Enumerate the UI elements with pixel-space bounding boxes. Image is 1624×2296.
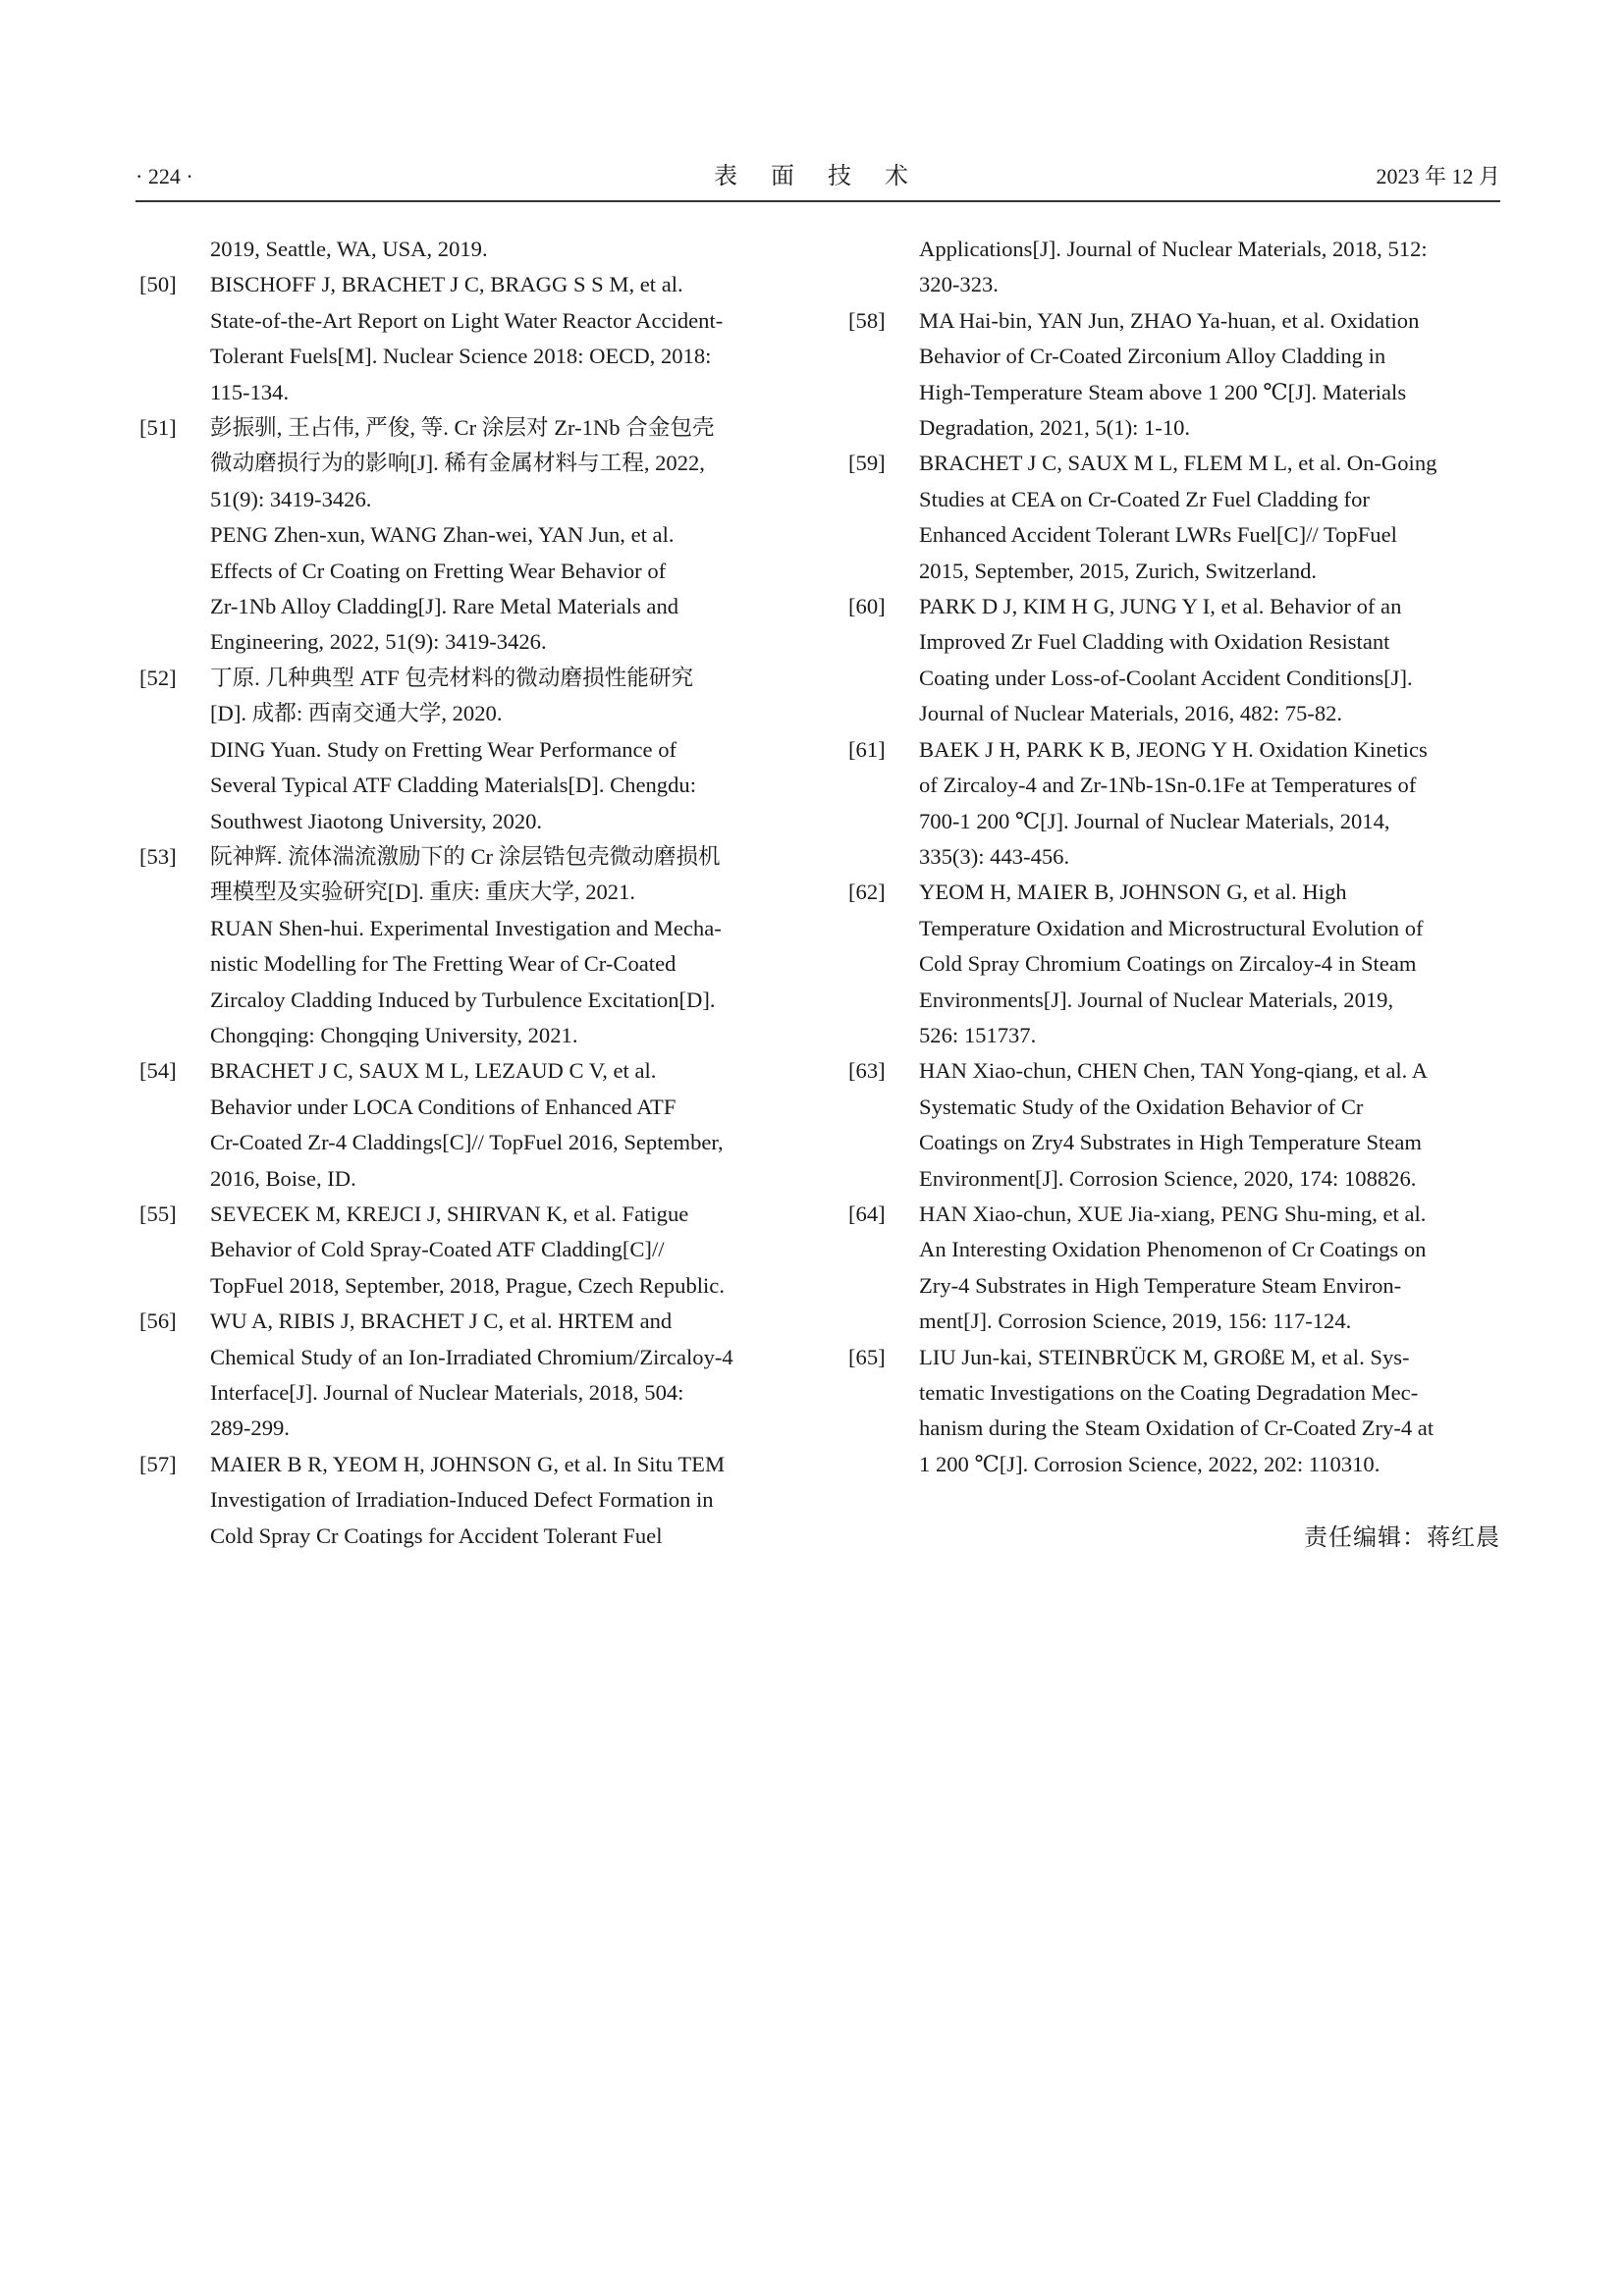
reference-line: Cr-Coated Zr-4 Claddings[C]// TopFuel 2016, September, <box>210 1130 724 1155</box>
reference-number: [60] <box>848 594 886 619</box>
reference-line: 526: 151737. <box>919 1022 1037 1047</box>
reference-line: Zircaloy Cladding Induced by Turbulence Excitation[D]. <box>210 987 716 1012</box>
reference-entry <box>844 732 1494 876</box>
reference-line: 335(3): 443-456. <box>919 843 1070 869</box>
reference-entry <box>844 1053 1494 1197</box>
reference-number: [54] <box>139 1058 177 1084</box>
reference-number: [50] <box>139 272 177 297</box>
reference-line: HAN Xiao-chun, XUE Jia-xiang, PENG Shu-ming, et al. <box>919 1201 1427 1226</box>
reference-line: 丁原. 几种典型 ATF 包壳材料的微动磨损性能研究 <box>210 665 694 690</box>
reference-line: BISCHOFF J, BRACHET J C, BRAGG S S M, et al. <box>210 272 683 297</box>
reference-number: [63] <box>848 1058 886 1084</box>
running-header <box>135 157 1500 196</box>
reference-line: Systematic Study of the Oxidation Behavior of Cr <box>919 1094 1364 1119</box>
reference-line: MA Hai-bin, YAN Jun, ZHAO Ya-huan, et al. Oxidation <box>919 307 1420 333</box>
reference-line: WU A, RIBIS J, BRACHET J C, et al. HRTEM and <box>210 1308 673 1334</box>
reference-entry <box>844 589 1494 732</box>
reference-line: Environments[J]. Journal of Nuclear Materials, 2019, <box>919 987 1394 1012</box>
reference-entry <box>135 661 785 839</box>
reference-line: Chongqing: Chongqing University, 2021. <box>210 1022 578 1047</box>
reference-line: Interface[J]. Journal of Nuclear Materials, 2018, 504: <box>210 1380 684 1405</box>
reference-line: Behavior of Cold Spray-Coated ATF Cladding[C]// <box>210 1237 665 1262</box>
reference-line: Southwest Jiaotong University, 2020. <box>210 808 543 833</box>
reference-line: Behavior under LOCA Conditions of Enhanced ATF <box>210 1094 677 1119</box>
reference-line: 115-134. <box>210 379 290 404</box>
reference-entry <box>135 1447 785 1554</box>
reference-line: 700-1 200 ℃[J]. Journal of Nuclear Materials, 2014, <box>919 808 1390 833</box>
reference-line: 理模型及实验研究[D]. 重庆: 重庆大学, 2021. <box>210 880 636 905</box>
reference-line: Coating under Loss-of-Coolant Accident Conditions[J]. <box>919 665 1413 690</box>
reference-line: 2015, September, 2015, Zurich, Switzerland. <box>919 558 1318 583</box>
reference-line: Degradation, 2021, 5(1): 1-10. <box>919 415 1191 441</box>
reference-line: Cold Spray Chromium Coatings on Zircaloy-4 in Steam <box>919 951 1417 977</box>
reference-line: Zry-4 Substrates in High Temperature Steam Environ- <box>919 1272 1402 1298</box>
reference-line: SEVECEK M, KREJCI J, SHIRVAN K, et al. Fatigue <box>210 1201 689 1226</box>
header-rule <box>135 200 1500 202</box>
reference-line: Enhanced Accident Tolerant LWRs Fuel[C]// TopFuel <box>919 522 1397 548</box>
reference-line: hanism during the Steam Oxidation of Cr-Coated Zry-4 at <box>919 1415 1435 1441</box>
reference-number: [65] <box>848 1344 886 1369</box>
reference-line: Cold Spray Cr Coatings for Accident Tolerant Fuel <box>210 1522 663 1548</box>
reference-line: Coatings on Zry4 Substrates in High Temperature Steam <box>919 1130 1422 1155</box>
reference-line: 320-323. <box>919 272 999 297</box>
reference-number: [61] <box>848 736 886 762</box>
reference-line: High-Temperature Steam above 1 200 ℃[J]. Materials <box>919 379 1407 404</box>
reference-line: ment[J]. Corrosion Science, 2019, 156: 117-124. <box>919 1308 1352 1334</box>
reference-entry <box>844 303 1494 447</box>
reference-line: of Zircaloy-4 and Zr-1Nb-1Sn-0.1Fe at Temperatures of <box>919 773 1417 798</box>
reference-line: 微动磨损行为的影响[J]. 稀有金属材料与工程, 2022, <box>210 451 705 476</box>
reference-line: 彭振驯, 王占伟, 严俊, 等. Cr 涂层对 Zr-1Nb 合金包壳 <box>210 415 715 441</box>
reference-number: [58] <box>848 307 886 333</box>
page-number: · 224 · <box>135 164 193 188</box>
reference-line: Studies at CEA on Cr-Coated Zr Fuel Cladding for <box>919 486 1370 511</box>
reference-line: Tolerant Fuels[M]. Nuclear Science 2018: OECD, 2018: <box>210 344 712 369</box>
reference-entry <box>135 232 785 267</box>
reference-line: Behavior of Cr-Coated Zirconium Alloy Cladding in <box>919 344 1386 369</box>
journal-title: 表 面 技 术 <box>714 164 922 189</box>
issue-date: 2023 年 12 月 <box>1376 164 1500 188</box>
reference-entry <box>135 1304 785 1447</box>
reference-line: Applications[J]. Journal of Nuclear Materials, 2018, 512: <box>919 237 1428 261</box>
reference-number: [64] <box>848 1201 886 1226</box>
reference-line: 1 200 ℃[J]. Corrosion Science, 2022, 202: 110310. <box>919 1451 1380 1476</box>
reference-line: PENG Zhen-xun, WANG Zhan-wei, YAN Jun, et al. <box>210 522 675 548</box>
reference-line: MAIER B R, YEOM H, JOHNSON G, et al. In Situ TEM <box>210 1451 726 1476</box>
reference-line: 51(9): 3419-3426. <box>210 486 372 511</box>
reference-line: BRACHET J C, SAUX M L, LEZAUD C V, et al. <box>210 1058 657 1084</box>
reference-entry <box>844 1340 1494 1483</box>
reference-line: Investigation of Irradiation-Induced Defect Formation in <box>210 1487 714 1513</box>
reference-line: An Interesting Oxidation Phenomenon of Cr Coatings on <box>919 1237 1427 1262</box>
reference-line: 2016, Boise, ID. <box>210 1165 356 1191</box>
reference-line: Zr-1Nb Alloy Cladding[J]. Rare Metal Materials and <box>210 594 679 619</box>
reference-number: [56] <box>139 1308 177 1334</box>
reference-line: 阮神辉. 流体湍流激励下的 Cr 涂层锆包壳微动磨损机 <box>210 843 721 869</box>
reference-line: Several Typical ATF Cladding Materials[D]. Chengdu: <box>210 773 696 798</box>
reference-number: [53] <box>139 843 177 869</box>
reference-line: RUAN Shen-hui. Experimental Investigation and Mecha- <box>210 915 722 940</box>
reference-line: Effects of Cr Coating on Fretting Wear Behavior of <box>210 558 667 583</box>
reference-entry <box>135 410 785 661</box>
reference-line: BAEK J H, PARK K B, JEONG Y H. Oxidation Kinetics <box>919 736 1428 762</box>
reference-line: Chemical Study of an Ion-Irradiated Chromium/Zircaloy-4 <box>210 1344 733 1369</box>
reference-line: 289-299. <box>210 1415 290 1441</box>
reference-line: 2019, Seattle, WA, USA, 2019. <box>210 237 488 261</box>
reference-number: [57] <box>139 1451 177 1476</box>
reference-entry <box>844 232 1494 303</box>
reference-number: [59] <box>848 451 886 476</box>
reference-entry <box>135 1197 785 1304</box>
reference-line: Journal of Nuclear Materials, 2016, 482: 75-82. <box>919 701 1343 726</box>
editor-note: 责任编辑：蒋红晨 <box>1304 1523 1500 1551</box>
reference-entry <box>844 1197 1494 1340</box>
reference-line: YEOM H, MAIER B, JOHNSON G, et al. High <box>919 880 1347 905</box>
reference-line: nistic Modelling for The Fretting Wear of Cr-Coated <box>210 951 677 977</box>
reference-number: [62] <box>848 880 886 905</box>
reference-number: [55] <box>139 1201 177 1226</box>
right-column <box>844 232 1494 1482</box>
reference-line: tematic Investigations on the Coating Degradation Mec- <box>919 1380 1419 1405</box>
reference-number: [51] <box>139 415 177 441</box>
reference-line: Environment[J]. Corrosion Science, 2020, 174: 108826. <box>919 1165 1417 1191</box>
left-column <box>135 232 785 1554</box>
reference-line: LIU Jun-kai, STEINBRÜCK M, GROßE M, et al. Sys- <box>919 1344 1410 1369</box>
reference-entry <box>844 446 1494 589</box>
reference-entry <box>135 839 785 1053</box>
reference-line: Engineering, 2022, 51(9): 3419-3426. <box>210 629 547 655</box>
reference-line: PARK D J, KIM H G, JUNG Y I, et al. Behavior of an <box>919 594 1402 619</box>
reference-entry <box>844 875 1494 1053</box>
reference-number: [52] <box>139 665 177 690</box>
reference-line: DING Yuan. Study on Fretting Wear Performance of <box>210 736 677 762</box>
reference-line: BRACHET J C, SAUX M L, FLEM M L, et al. On-Going <box>919 451 1437 476</box>
reference-line: State-of-the-Art Report on Light Water Reactor Accident- <box>210 307 724 333</box>
reference-line: [D]. 成都: 西南交通大学, 2020. <box>210 701 503 726</box>
reference-line: TopFuel 2018, September, 2018, Prague, Czech Republic. <box>210 1272 725 1298</box>
reference-line: HAN Xiao-chun, CHEN Chen, TAN Yong-qiang, et al. A <box>919 1058 1429 1084</box>
reference-entry <box>135 1053 785 1197</box>
reference-entry <box>135 267 785 410</box>
reference-line: Temperature Oxidation and Microstructural Evolution of <box>919 915 1424 940</box>
reference-line: Improved Zr Fuel Cladding with Oxidation Resistant <box>919 629 1390 655</box>
